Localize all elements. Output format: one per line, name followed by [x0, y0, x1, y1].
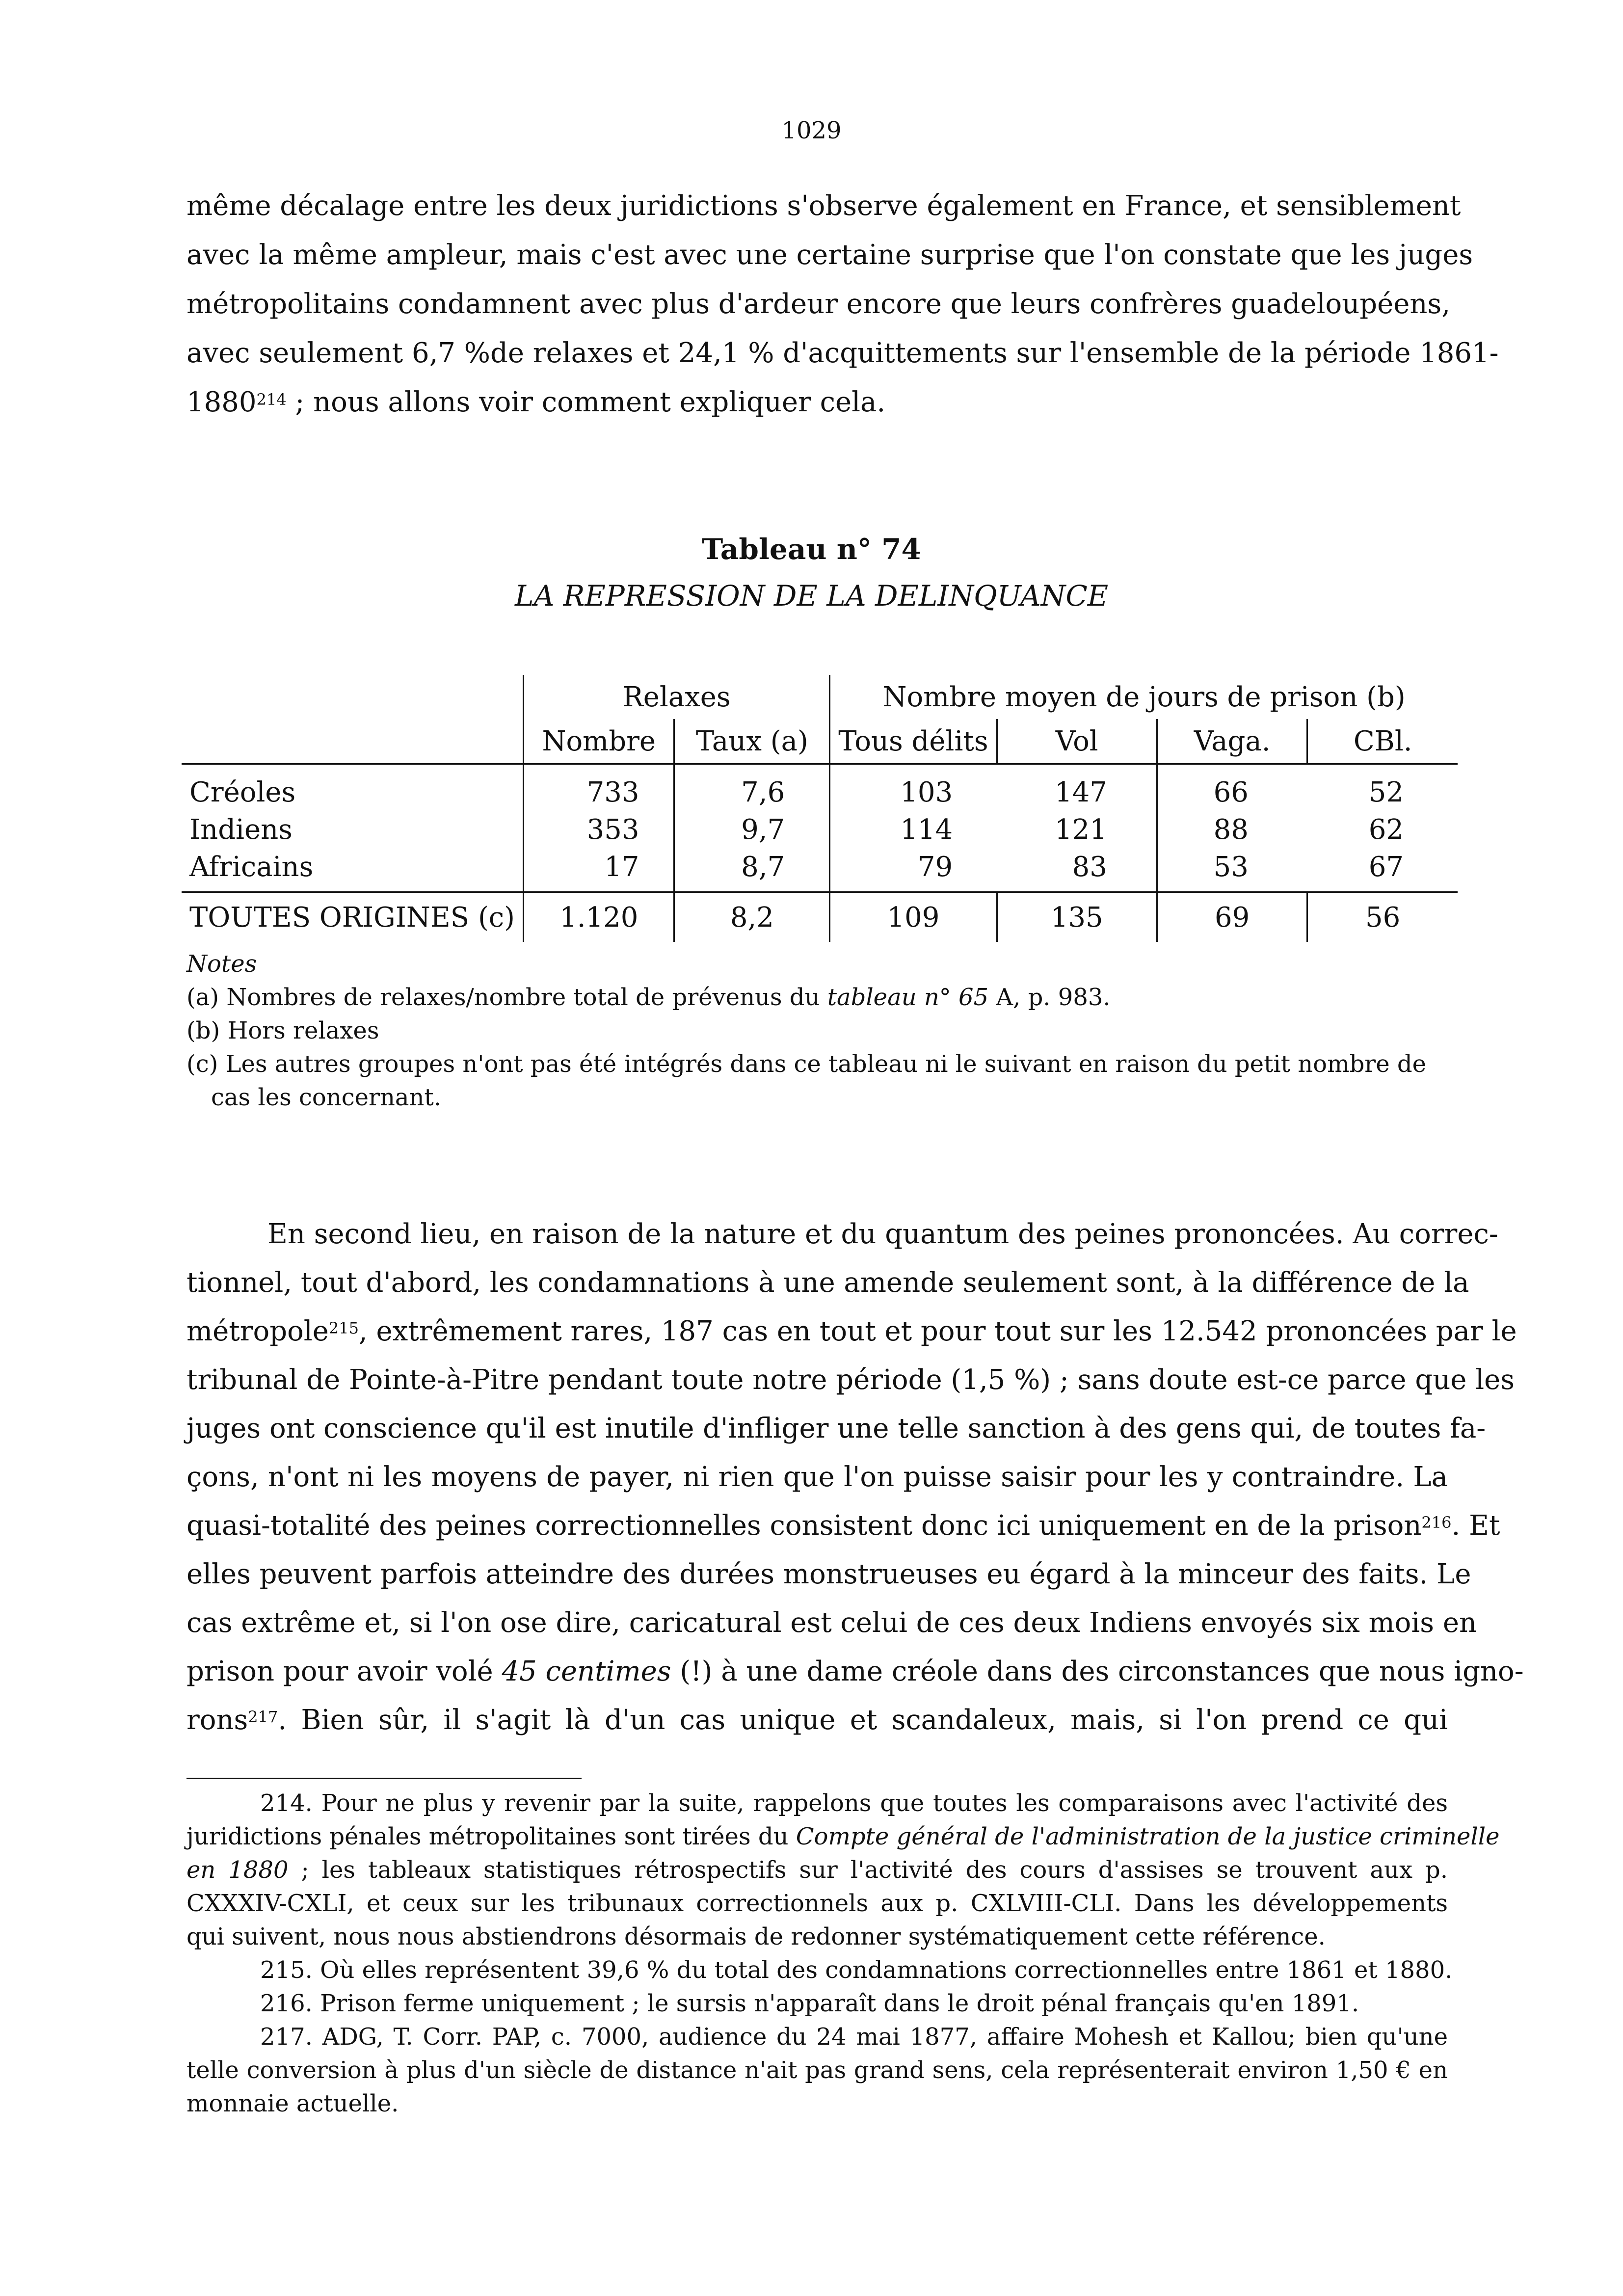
body-line: elles peuvent parfois atteindre des durées monstrueuses eu égard à la minceur des faits. Le: [186, 1558, 1471, 1590]
column-header: CBl.: [1307, 719, 1458, 764]
body-line: tribunal de Pointe-à-Pitre pendant toute notre période (1,5 %) ; sans doute est-ce parce que les: [186, 1364, 1515, 1396]
table-cell: 8,2: [674, 892, 830, 942]
table-cell: 83: [1072, 851, 1107, 883]
table-cell: 17: [524, 848, 674, 892]
column-header: Vaga.: [1157, 719, 1307, 764]
header-prison: Nombre moyen de jours de prison (b): [830, 675, 1458, 719]
body-line: En second lieu, en raison de la nature et du quantum des peines prononcées. Au correc-: [267, 1218, 1498, 1250]
footnote-ref: 217: [248, 1708, 278, 1726]
intro-line: 1880$^{214}$ ; nous allons voir comment expliquer cela.: [186, 386, 886, 418]
footnote-214: CXXXIV-CXLI, et ceux sur les tribunaux correctionnels aux p. CXLVIII-CLI. Dans les développements: [186, 1890, 1448, 1917]
table-cell: 9,7: [674, 811, 830, 848]
body-line: prison pour avoir volé 45 centimes (!) à une dame créole dans des circonstances que nous igno-: [186, 1655, 1524, 1687]
row-label: Indiens: [189, 813, 293, 846]
table-cell: 114: [830, 811, 997, 848]
page-number: 1029: [781, 117, 842, 144]
table-cell: 88: [1157, 811, 1307, 848]
table-cell: 353: [524, 811, 674, 848]
footnote-ref: 216: [1421, 1513, 1452, 1532]
table-cell: 7,6: [674, 764, 830, 811]
table-cell: 53: [1157, 848, 1307, 892]
note-c: (c) Les autres groupes n'ont pas été intégrés dans ce tableau ni le suivant en raison du petit nombre de: [186, 1050, 1427, 1078]
corner-cell: [182, 675, 524, 719]
footnote-214: en 1880 ; les tableaux statistiques rétrospectifs sur l'activité des cours d'assises se trouvent aux p.: [186, 1856, 1448, 1884]
body-line: quasi-totalité des peines correctionnelles consistent donc ici uniquement en de la prison$^{216}$. Et: [186, 1510, 1500, 1542]
table-row: [182, 764, 1458, 811]
table-cell: 67: [1368, 851, 1404, 883]
footnote-216: 216. Prison ferme uniquement ; le sursis n'apparaît dans le droit pénal français qu'en 1891.: [260, 1990, 1359, 2017]
note-a: (a) Nombres de relaxes/nombre total de prévenus du tableau n° 65 A, p. 983.: [186, 984, 1111, 1011]
notes-label: Notes: [186, 950, 257, 978]
footnote-215: 215. Où elles représentent 39,6 % du total des condamnations correctionnelles entre 1861 et 1880.: [260, 1956, 1453, 1984]
row-label: Créoles: [189, 776, 296, 808]
footnote-214: qui suivent, nous nous abstiendrons désormais de redonner systématiquement cette référence.: [186, 1923, 1326, 1950]
body-line: cas extrême et, si l'on ose dire, caricatural est celui de ces deux Indiens envoyés six mois en: [186, 1607, 1477, 1639]
table-cell: 121: [1055, 813, 1107, 846]
footnote-217: telle conversion à plus d'un siècle de distance n'ait pas grand sens, cela représenterait environ 1,50 € en: [186, 2056, 1448, 2084]
table-cell: 52: [1368, 776, 1404, 808]
total-row: [182, 892, 1458, 942]
footnote-ref: 214: [256, 390, 287, 409]
table-cell: 147: [1055, 776, 1107, 808]
footnote-214: juridictions pénales métropolitaines sont tirées du Compte général de l'administration de la justice criminelle: [186, 1823, 1500, 1850]
footnote-217: 217. ADG, T. Corr. PAP, c. 7000, audience du 24 mai 1877, affaire Mohesh et Kallou; bien qu'une: [260, 2023, 1448, 2051]
table-cell: 733: [524, 764, 674, 811]
table-cell: 56: [1307, 892, 1458, 942]
table-cell: 135: [997, 892, 1157, 942]
intro-line: même décalage entre les deux juridictions s'observe également en France, et sensiblement: [186, 190, 1461, 222]
row-label: Africains: [189, 851, 314, 883]
footnote-217: monnaie actuelle.: [186, 2090, 399, 2117]
body-line: métropole$^{215}$, extrêmement rares, 187 cas en tout et pour tout sur les 12.542 prononcées par le: [186, 1315, 1517, 1347]
body-line: rons$^{217}$. Bien sûr, il s'agit là d'un cas unique et scandaleux, mais, si l'on prend ce qui: [186, 1704, 1448, 1736]
note-b: (b) Hors relaxes: [186, 1017, 379, 1044]
table-cell: 79: [830, 848, 997, 892]
intro-paragraph: [186, 182, 1499, 427]
table-notes: [186, 947, 1448, 1114]
table-cell: 69: [1157, 892, 1307, 942]
table-cell: 103: [830, 764, 997, 811]
intro-line: métropolitains condamnent avec plus d'ardeur encore que leurs confrères guadeloupéens,: [186, 288, 1451, 320]
table-cell: 109: [830, 892, 997, 942]
column-header: Tous délits: [830, 719, 997, 764]
table-title: Tableau n° 74: [702, 533, 921, 566]
corner-cell: [182, 719, 524, 764]
table-cell: 62: [1368, 813, 1404, 846]
header-relaxes: Relaxes: [524, 675, 830, 719]
body-line: çons, n'ont ni les moyens de payer, ni rien que l'on puisse saisir pour les y contraindre. La: [186, 1461, 1448, 1493]
table-cell: 8,7: [674, 848, 830, 892]
footnote-separator: [186, 1778, 582, 1779]
row-label: TOUTES ORIGINES (c): [182, 892, 524, 942]
intro-line: avec la même ampleur, mais c'est avec une certaine surprise que l'on constate que les juges: [186, 239, 1473, 271]
column-header: Nombre: [524, 719, 674, 764]
note-c-continued: cas les concernant.: [211, 1084, 441, 1111]
body-line: juges ont conscience qu'il est inutile d'infliger une telle sanction à des gens qui, de toutes fa-: [186, 1413, 1486, 1444]
body-paragraph: [186, 1210, 1524, 1744]
table-row: [182, 811, 1458, 848]
repression-table: [182, 675, 1458, 942]
table-cell: 1.120: [524, 892, 674, 942]
table-subtitle: LA REPRESSION DE LA DELINQUANCE: [514, 579, 1109, 613]
body-line: tionnel, tout d'abord, les condamnations à une amende seulement sont, à la différence de la: [186, 1267, 1469, 1299]
column-header: Vol: [997, 719, 1157, 764]
table-cell: 66: [1157, 764, 1307, 811]
table-row: [182, 848, 1458, 892]
footnote-214: 214. Pour ne plus y revenir par la suite, rappelons que toutes les comparaisons avec l'activité des: [260, 1789, 1448, 1817]
footnotes: [186, 1787, 1500, 2120]
column-header: Taux (a): [674, 719, 830, 764]
footnote-ref: 215: [328, 1319, 359, 1337]
intro-line: avec seulement 6,7 %de relaxes et 24,1 % d'acquittements sur l'ensemble de la période 1861-: [186, 337, 1499, 369]
